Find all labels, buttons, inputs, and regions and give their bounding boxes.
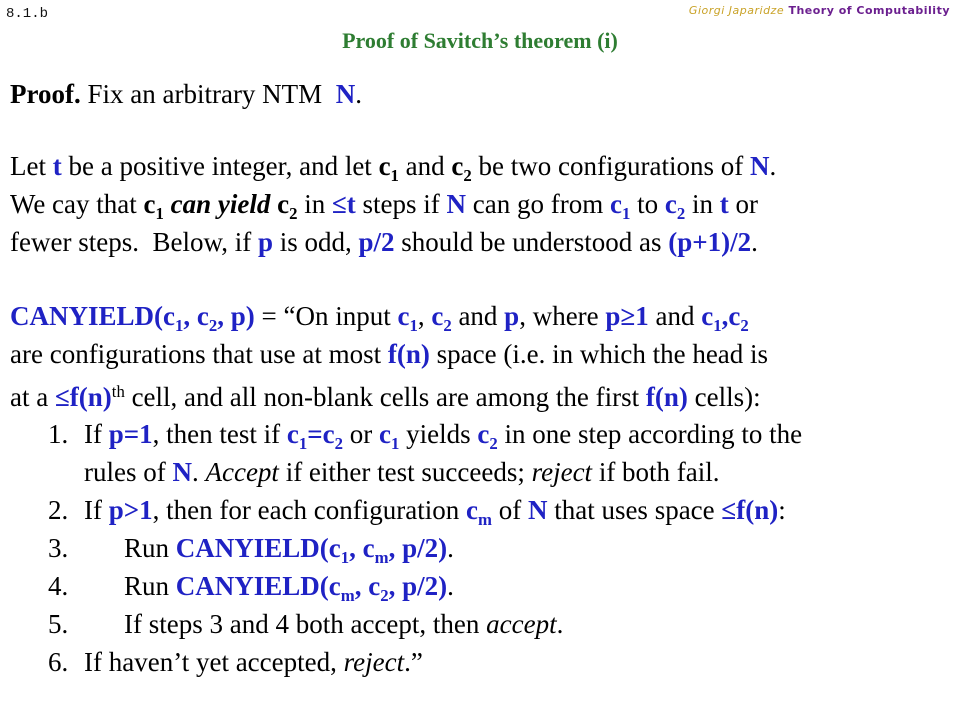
course-header	[689, 4, 950, 17]
proof-intro: Proof. Fix an arbitrary NTM N.	[10, 79, 362, 109]
course-name: Theory of Computability	[788, 4, 950, 17]
step-1: 1. If p=1, then test if $c_1=c_2$ or $c_1$ yields $c_2$ in one step according to the	[48, 419, 803, 453]
step-5: 5. If steps 3 and 4 both accept, then accept.	[48, 609, 564, 639]
proof-label: Proof.	[10, 79, 81, 109]
ntm-symbol: N	[335, 79, 356, 109]
paragraph-line-3: fewer steps. Below, if p is odd, p/2 should be understood as (p+1)/2.	[10, 227, 758, 257]
author-name: Giorgi Japaridze	[688, 4, 785, 17]
paragraph-line-2: We cay that $c_1$ can yield $c_2$ in ≤t steps if N can go from $c_1$ to $c_2$ in t or	[10, 189, 758, 223]
slide-number: 8.1.b	[6, 6, 49, 22]
canyield-line-1: $CANYIELD(c_1$, $c_2$, p) = “On input $c_1$, $c_2$ and p, where p≥1 and $c_1,c_2$	[10, 301, 749, 335]
canyield-line-2: are configurations that use at most f(n) space (i.e. in which the head is	[10, 339, 769, 369]
step-6: 6. If haven’t yet accepted, reject.”	[48, 647, 423, 677]
step-4: 4. Run $CANYIELD(c_m$, $c_2$, p/2).	[48, 571, 454, 605]
page-title: Proof of Savitch’s theorem (i)	[342, 28, 618, 53]
canyield-line-3: at $a \le f(n)^{th}$ cell, and all non-blank cells are among the first f(n) cells):	[10, 382, 761, 413]
step-1-continued: rules of N. Accept if either test succeeds; reject if both fail.	[84, 457, 720, 487]
step-3: 3. Run $CANYIELD(c_1$, $c_m$, p/2).	[48, 533, 454, 567]
step-2: 2. If p>1, then for each configuration $c_m$ of N that uses space ≤f(n):	[48, 495, 786, 529]
proof-text: Fix an arbitrary NTM	[87, 79, 323, 109]
paragraph-line-1: Let t be a positive integer, and let $c_1$ and $c_2$ be two configurations of N.	[10, 151, 777, 185]
